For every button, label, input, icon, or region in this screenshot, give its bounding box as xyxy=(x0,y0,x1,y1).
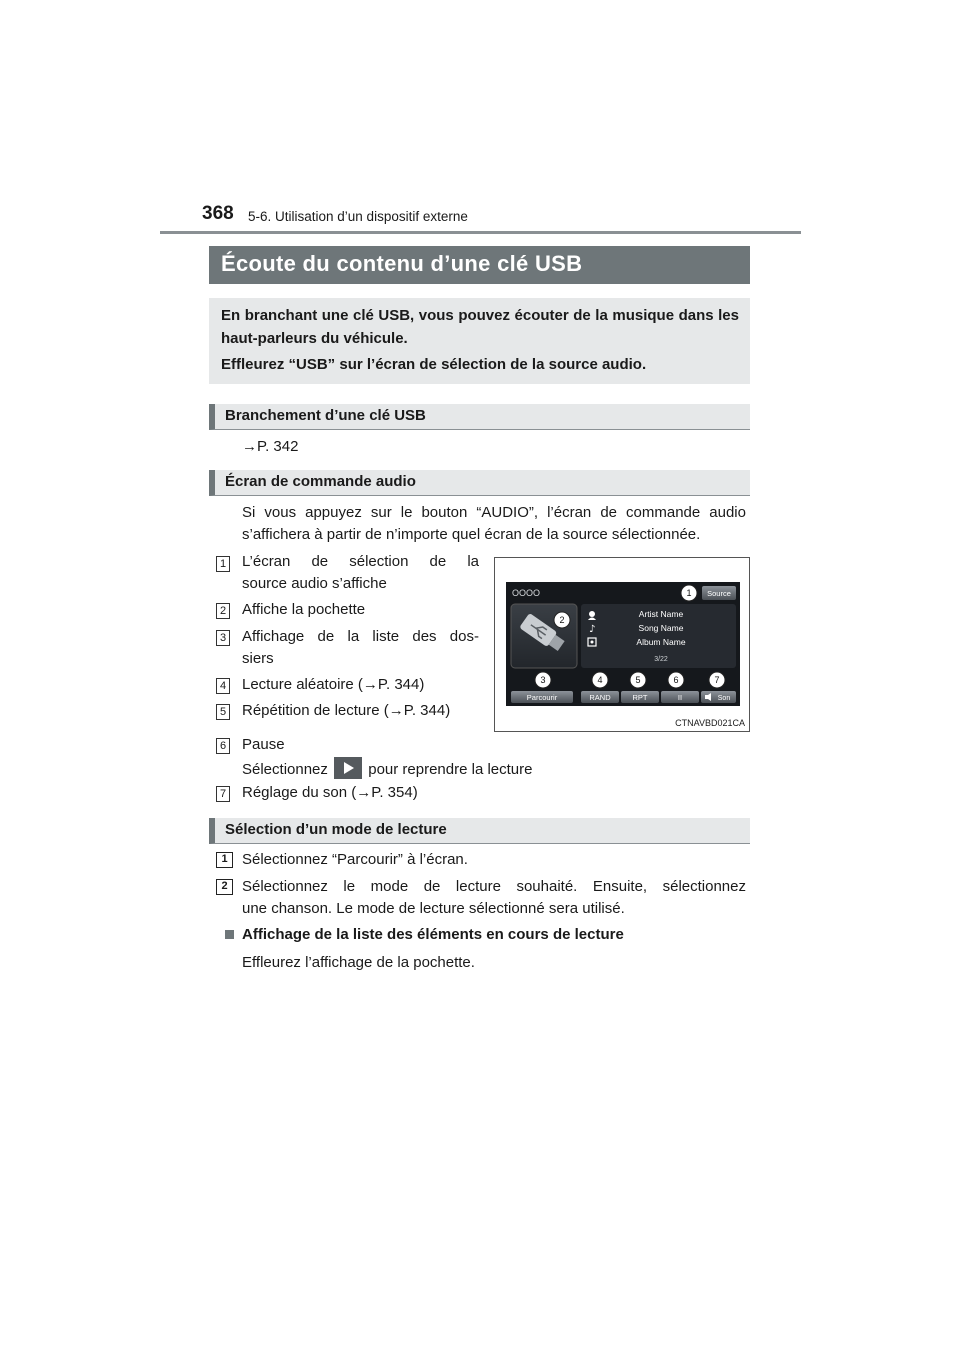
item-7-ref: P. 354 xyxy=(371,784,413,801)
item-number-badge: 4 xyxy=(216,678,230,694)
item-5-label: Répétition de lecture ( xyxy=(242,702,389,719)
song-name: Song Name xyxy=(638,623,684,633)
bullet-title: Affichage de la liste des éléments en cours de lecture xyxy=(242,926,624,943)
subheading-branchement xyxy=(209,404,750,430)
ref-connect-text: P. 342 xyxy=(257,438,299,455)
album-name: Album Name xyxy=(636,637,686,647)
step-badge: 1 xyxy=(216,852,233,868)
section-header: 5-6. Utilisation d’un dispositif externe xyxy=(248,209,468,224)
item-number-badge: 7 xyxy=(216,786,230,802)
callout-7: 7 xyxy=(714,675,720,685)
item-7-end: ) xyxy=(412,784,418,801)
intro-paragraph-2: Effleurez “USB” sur l’écran de sélection de la source audio. xyxy=(221,356,647,373)
subheading-mode-text: Sélection d’un mode de lecture xyxy=(225,821,447,838)
song-icon: ♪ xyxy=(589,624,596,635)
artist-icon xyxy=(589,611,595,617)
item-3-line1: Affichage de la liste des dos- xyxy=(242,628,479,645)
ref-connect xyxy=(242,436,298,458)
page-title: Écoute du contenu d’une clé USB xyxy=(221,251,583,276)
step-badge: 2 xyxy=(216,879,233,895)
callout-5: 5 xyxy=(635,675,641,685)
callout-6: 6 xyxy=(673,675,679,685)
callout-4: 4 xyxy=(597,675,603,685)
artist-name: Artist Name xyxy=(638,609,684,619)
source-button-label: Source xyxy=(707,589,731,598)
main-title-bar xyxy=(209,246,750,284)
item-number-badge: 6 xyxy=(216,738,230,754)
image-code: CTNAVBD021CA xyxy=(675,718,745,728)
callout-1: 1 xyxy=(686,588,692,598)
track-counter: 3/22 xyxy=(654,656,668,663)
audio-screen-graphic xyxy=(506,582,740,706)
item-6-line2-end: pour reprendre la lecture xyxy=(364,761,533,778)
item-5-text xyxy=(242,700,450,722)
arrow-icon: → xyxy=(388,702,404,719)
control-intro: Si vous appuyez sur le bouton “AUDIO”, l’écran de commande audio s’affichera à partir de n’importe quel écran de la source sélectionnée. xyxy=(242,504,746,543)
screen-dots: OOOO xyxy=(512,588,541,598)
item-number-badge: 3 xyxy=(216,630,230,646)
arrow-icon: → xyxy=(362,676,378,693)
intro-box xyxy=(209,298,750,384)
audio-screen xyxy=(506,582,740,706)
pause-label: II xyxy=(677,693,683,702)
item-5-end: ) xyxy=(445,702,451,719)
item-4-ref: P. 344 xyxy=(377,676,420,693)
son-label: Son xyxy=(717,695,731,702)
item-5-ref: P. 344 xyxy=(403,702,446,719)
item-2-text: Affiche la pochette xyxy=(242,601,366,618)
item-6-line1: Pause xyxy=(242,736,285,753)
rpt-label: RPT xyxy=(632,693,648,702)
item-1-line1: L’écran de sélection de la xyxy=(242,553,479,570)
callout-3: 3 xyxy=(540,675,546,685)
item-4-label: Lecture aléatoire ( xyxy=(242,676,363,693)
item-number-badge: 1 xyxy=(216,556,230,572)
item-4-text xyxy=(242,674,424,696)
subheading-ecran-text: Écran de commande audio xyxy=(225,473,416,490)
arrow-icon: → xyxy=(242,438,257,455)
callout-2: 2 xyxy=(559,615,565,625)
step-2-line1: Sélectionnez le mode de lecture souhaité. Ensuite, sélectionnez xyxy=(242,878,746,895)
page-number: 368 xyxy=(202,203,234,224)
header-rule xyxy=(160,231,801,234)
parcourir-label: Parcourir xyxy=(526,693,558,702)
bullet-square-icon xyxy=(225,930,234,939)
step-1-text: Sélectionnez “Parcourir” à l’écran. xyxy=(242,851,468,868)
audio-screen-illustration xyxy=(494,557,750,732)
step-2-line2: une chanson. Le mode de lecture sélectionné sera utilisé. xyxy=(242,900,625,917)
subheading-branchement-text: Branchement d’une clé USB xyxy=(225,407,426,424)
item-6-line2 xyxy=(242,757,533,781)
item-number-badge: 5 xyxy=(216,704,230,720)
item-7-label: Réglage du son ( xyxy=(242,784,357,801)
subheading-ecran xyxy=(209,470,750,496)
item-1-line2: source audio s’affiche xyxy=(242,575,387,592)
intro-paragraph-1: En branchant une clé USB, vous pouvez écouter de la musique dans les haut-parleurs du véhicule. xyxy=(221,307,739,347)
bullet-text: Effleurez l’affichage de la pochette. xyxy=(242,954,475,971)
item-6-line2-start: Sélectionnez xyxy=(242,761,333,778)
subheading-mode xyxy=(209,818,750,844)
item-3-line2: siers xyxy=(242,650,274,667)
play-icon xyxy=(334,757,362,779)
rand-label: RAND xyxy=(589,693,611,702)
arrow-icon: → xyxy=(356,784,372,801)
item-7-text xyxy=(242,782,418,804)
item-number-badge: 2 xyxy=(216,603,230,619)
item-4-end: ) xyxy=(419,676,425,693)
